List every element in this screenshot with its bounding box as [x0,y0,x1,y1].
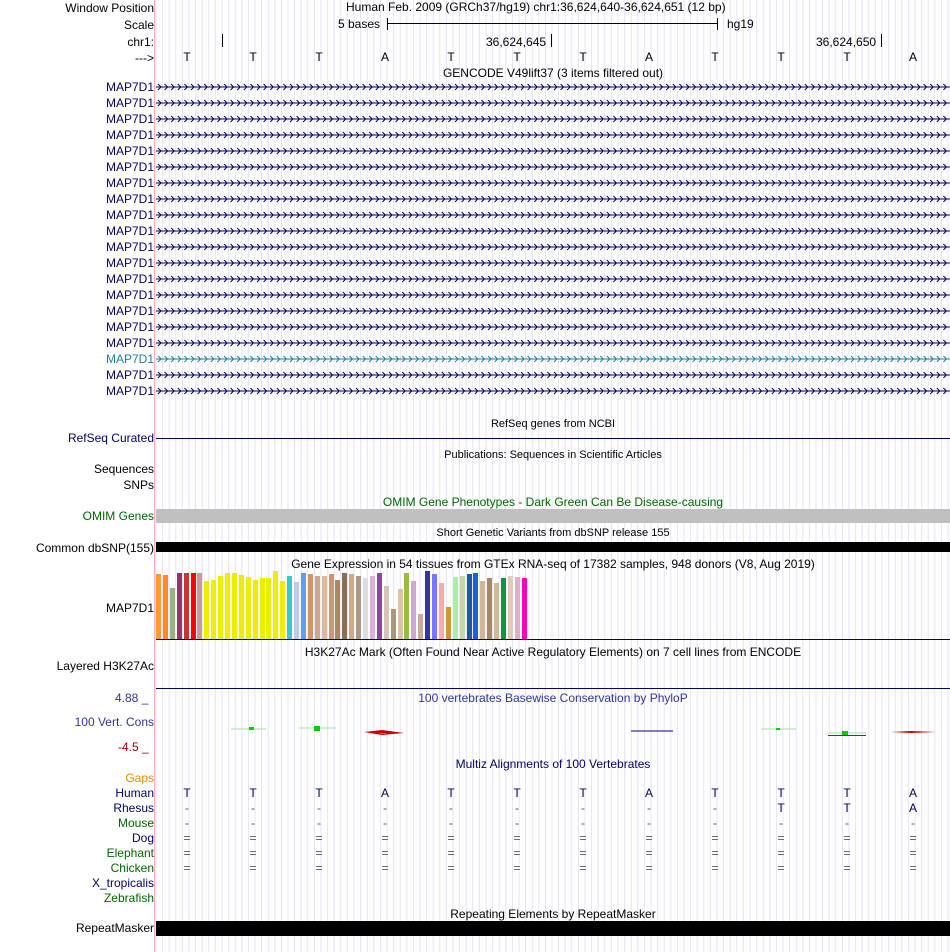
gencode-transcript-label[interactable]: MAP7D1 [105,80,154,94]
gtex-tissue-bar[interactable] [197,573,202,639]
base-letter: A [644,50,653,64]
gencode-transcript-label[interactable]: MAP7D1 [105,336,154,350]
gtex-tissue-bar[interactable] [287,576,292,639]
gtex-tissue-bar[interactable] [204,581,209,639]
gencode-transcript-label[interactable]: MAP7D1 [105,304,154,318]
multiz-base: - [383,801,387,815]
base-letter: T [183,50,191,64]
gtex-tissue-bar[interactable] [411,581,416,639]
gtex-tissue-bar[interactable] [425,571,430,639]
ruler-tick [222,34,223,47]
refseq-line[interactable] [156,438,950,439]
multiz-base: = [513,831,521,845]
gtex-tissue-bar[interactable] [501,578,506,639]
gencode-transcript-label[interactable]: MAP7D1 [105,144,154,158]
gencode-transcript-label[interactable]: MAP7D1 [105,96,154,110]
gtex-tissue-bar[interactable] [225,573,230,639]
base-letter: T [447,50,455,64]
gtex-tissue-bar[interactable] [522,578,527,639]
multiz-base: - [845,816,849,830]
gtex-tissue-bar[interactable] [398,589,403,639]
multiz-base: = [645,846,653,860]
multiz-base: = [777,831,785,845]
gencode-transcript-line[interactable] [156,211,950,219]
label-separator [154,0,155,952]
gtex-tissue-bar[interactable] [418,614,423,639]
gtex-track-title[interactable]: Gene Expression in 54 tissues from GTEx RNA-seq of 17382 samples, 948 donors (V8, Aug 2019) [291,557,815,571]
multiz-track-title[interactable]: Multiz Alignments of 100 Vertebrates [455,757,651,771]
gtex-tissue-bar[interactable] [342,573,347,639]
gtex-tissue-bar[interactable] [239,575,244,639]
h3k27ac-line [156,688,950,689]
gencode-transcript-label[interactable]: MAP7D1 [105,192,154,206]
multiz-base: - [713,801,717,815]
multiz-species-label[interactable]: Human [115,786,154,800]
base-letter: A [908,50,917,64]
multiz-base: = [315,846,323,860]
strand-label: ---> [135,51,154,65]
multiz-base: - [647,816,651,830]
gencode-transcript-line[interactable] [156,355,950,363]
gtex-tissue-bar[interactable] [473,573,478,639]
multiz-base: = [579,861,587,875]
multiz-base: = [909,846,917,860]
gtex-tissue-bar[interactable] [460,576,465,639]
multiz-base: = [777,861,785,875]
gencode-transcript-label[interactable]: MAP7D1 [105,176,154,190]
phylop-min-label: -4.5 _ [118,740,149,754]
window-position-label: Window Position [65,1,154,15]
gtex-tissue-bar[interactable] [329,574,334,639]
gencode-transcript-label[interactable]: MAP7D1 [105,368,154,382]
ruler-coord-1: 36,624,645 [486,35,547,49]
gtex-tissue-bar[interactable] [301,573,306,639]
gtex-tissue-bar[interactable] [439,583,444,639]
scale-bar [387,18,718,30]
multiz-base: - [383,816,387,830]
gencode-transcript-label[interactable]: MAP7D1 [105,320,154,334]
gtex-tissue-bar[interactable] [446,607,451,639]
gencode-transcript-line[interactable] [156,147,950,155]
multiz-base: T [447,786,455,800]
h3k27ac-track-label[interactable]: Layered H3K27Ac [56,659,154,673]
gencode-transcript-label[interactable]: MAP7D1 [105,272,154,286]
multiz-base: = [249,846,257,860]
multiz-base: A [908,801,917,815]
gencode-transcript-line[interactable] [156,275,950,283]
multiz-base: = [711,861,719,875]
multiz-base: = [249,861,257,875]
gencode-transcript-label[interactable]: MAP7D1 [105,384,154,398]
gtex-tissue-bar[interactable] [163,575,168,639]
gencode-transcript-line[interactable] [156,259,950,267]
publications-track-title[interactable]: Publications: Sequences in Scientific Articles [444,449,662,461]
multiz-base: - [251,801,255,815]
refseq-track-title[interactable]: RefSeq genes from NCBI [490,418,616,430]
gtex-track-label[interactable]: MAP7D1 [105,601,154,615]
gtex-tissue-bar[interactable] [315,576,320,639]
base-letter: T [843,50,851,64]
gtex-tissue-bar[interactable] [363,578,368,639]
gtex-tissue-bar[interactable] [508,576,513,639]
gtex-tissue-bar[interactable] [453,577,458,639]
gtex-tissue-bar[interactable] [391,609,396,639]
gencode-transcript-line[interactable] [156,323,950,331]
gtex-tissue-bar[interactable] [184,573,189,639]
gtex-tissue-bar[interactable] [370,576,375,639]
multiz-base: = [645,861,653,875]
multiz-base: = [711,831,719,845]
gtex-tissue-bar[interactable] [253,580,258,639]
multiz-species-label[interactable]: Zebrafish [103,891,154,905]
gtex-tissue-bar[interactable] [246,577,251,639]
multiz-base: = [711,846,719,860]
multiz-base: = [447,846,455,860]
gencode-transcript-line[interactable] [156,179,950,187]
multiz-base: T [777,801,785,815]
gtex-tissue-bar[interactable] [432,574,437,639]
gtex-tissue-bar[interactable] [349,574,354,639]
multiz-base: - [581,801,585,815]
multiz-base: T [513,786,521,800]
multiz-base: - [581,816,585,830]
multiz-base: = [579,831,587,845]
gtex-tissue-bar[interactable] [308,574,313,639]
base-letter: T [777,50,785,64]
multiz-base: T [579,786,587,800]
multiz-base: - [185,801,189,815]
multiz-base: = [381,846,389,860]
publications-snps-label[interactable]: SNPs [123,478,154,492]
base-letter: A [380,50,389,64]
scale-assembly: hg19 [727,17,754,31]
gtex-tissue-bar[interactable] [404,573,409,639]
omim-track-title[interactable]: OMIM Gene Phenotypes - Dark Green Can Be Disease-causing [382,495,724,509]
multiz-base: - [449,816,453,830]
gencode-transcript-label[interactable]: MAP7D1 [105,256,154,270]
gtex-tissue-bar[interactable] [494,583,499,639]
gencode-transcript-label[interactable]: MAP7D1 [105,224,154,238]
multiz-base: - [317,816,321,830]
gencode-transcript-line[interactable] [156,371,950,379]
gencode-transcript-line[interactable] [156,387,950,395]
gtex-tissue-bar[interactable] [177,573,182,639]
gencode-transcript-line[interactable] [156,195,950,203]
base-letter: T [513,50,521,64]
phylop-track-title[interactable]: 100 vertebrates Basewise Conservation by PhyloP [418,691,688,705]
multiz-base: = [183,861,191,875]
window-position-value: Human Feb. 2009 (GRCh37/hg19) chr1:36,624,640-36,624,651 (12 bp) [346,0,726,14]
multiz-species-label[interactable]: Dog [131,831,154,845]
multiz-base: = [513,846,521,860]
multiz-base: = [909,861,917,875]
phylop-track-label[interactable]: 100 Vert. Cons [74,715,154,729]
gtex-tissue-bar[interactable] [218,576,223,639]
gtex-tissue-bar[interactable] [487,578,492,639]
multiz-base: A [380,786,389,800]
multiz-base: = [183,831,191,845]
gencode-transcript-label[interactable]: MAP7D1 [105,352,154,366]
gencode-track-title[interactable]: GENCODE V49lift37 (3 items filtered out) [442,66,664,80]
omim-track-label[interactable]: OMIM Genes [82,509,154,523]
multiz-base: A [644,786,653,800]
ruler-tick [551,34,552,47]
base-letter: T [249,50,257,64]
ruler-coord-2: 36,624,650 [816,35,877,49]
multiz-base: - [449,801,453,815]
dbsnp-track-title[interactable]: Short Genetic Variants from dbSNP release 155 [436,527,670,539]
phylop-max-label: 4.88 _ [115,691,149,705]
scale-value: 5 bases [338,17,381,31]
dbsnp-track-label[interactable]: Common dbSNP(155) [35,541,154,555]
base-letter: T [315,50,323,64]
ruler-tick [881,34,882,47]
gencode-transcript-label[interactable]: MAP7D1 [105,160,154,174]
base-letter: T [579,50,587,64]
multiz-base: T [777,786,785,800]
gencode-transcript-line[interactable] [156,227,950,235]
gencode-transcript-line[interactable] [156,83,950,91]
multiz-base: - [515,816,519,830]
gtex-tissue-bar[interactable] [170,588,175,639]
multiz-base: T [249,786,257,800]
multiz-base: = [381,831,389,845]
dbsnp-bar[interactable] [156,542,950,552]
gencode-transcript-line[interactable] [156,339,950,347]
gencode-transcript-label[interactable]: MAP7D1 [105,208,154,222]
base-letter: T [711,50,719,64]
gtex-tissue-bar[interactable] [211,580,216,639]
multiz-species-label[interactable]: Elephant [106,846,154,860]
gencode-transcript-line[interactable] [156,99,950,107]
gencode-transcript-label[interactable]: MAP7D1 [105,288,154,302]
gtex-tissue-bar[interactable] [266,578,271,639]
multiz-species-label[interactable]: Chicken [110,861,154,875]
gtex-baseline [156,639,950,640]
multiz-base: = [447,831,455,845]
gtex-tissue-bar[interactable] [156,574,161,639]
multiz-base: A [908,786,917,800]
multiz-base: T [711,786,719,800]
gencode-transcript-line[interactable] [156,307,950,315]
gencode-transcript-line[interactable] [156,163,950,171]
multiz-base: T [183,786,191,800]
gencode-transcript-line[interactable] [156,131,950,139]
gencode-transcript-label[interactable]: MAP7D1 [105,112,154,126]
multiz-base: = [315,831,323,845]
multiz-species-label[interactable]: Rhesus [113,801,154,815]
multiz-base: = [315,861,323,875]
multiz-gaps-label[interactable]: Gaps [125,771,154,785]
omim-bar[interactable] [156,509,950,523]
gtex-tissue-bar[interactable] [280,581,285,639]
multiz-base: = [579,846,587,860]
gencode-transcript-line[interactable] [156,291,950,299]
publications-sequences-label[interactable]: Sequences [93,462,154,476]
gtex-tissue-bar[interactable] [356,576,361,639]
multiz-base: T [315,786,323,800]
scale-label: Scale [123,18,154,32]
multiz-base: - [911,816,915,830]
gtex-tissue-bar[interactable] [515,577,520,639]
multiz-base: = [843,861,851,875]
multiz-base: = [909,831,917,845]
multiz-base: - [779,816,783,830]
multiz-species-label[interactable]: X_tropicalis [91,876,154,890]
multiz-base: - [185,816,189,830]
gtex-tissue-bar[interactable] [467,574,472,639]
phylop-signal[interactable] [156,720,950,740]
gencode-transcript-line[interactable] [156,115,950,123]
multiz-base: = [777,846,785,860]
multiz-base: = [513,861,521,875]
repeatmasker-bar[interactable] [156,921,950,936]
multiz-base: - [251,816,255,830]
gencode-transcript-line[interactable] [156,243,950,251]
multiz-base: - [515,801,519,815]
gtex-tissue-bar[interactable] [260,578,265,639]
multiz-base: - [713,816,717,830]
multiz-base: - [317,801,321,815]
multiz-base: = [843,831,851,845]
multiz-base: T [843,786,851,800]
gtex-tissue-bar[interactable] [232,573,237,639]
multiz-base: = [381,861,389,875]
gencode-transcript-label[interactable]: MAP7D1 [105,240,154,254]
multiz-base: = [843,846,851,860]
gtex-tissue-bar[interactable] [384,586,389,639]
refseq-track-label[interactable]: RefSeq Curated [67,431,154,445]
multiz-species-label[interactable]: Mouse [117,816,154,830]
base-grid [155,0,950,952]
gencode-transcript-label[interactable]: MAP7D1 [105,128,154,142]
repeatmasker-track-title[interactable]: Repeating Elements by RepeatMasker [450,907,656,921]
gtex-tissue-bar[interactable] [480,581,485,639]
multiz-base: T [843,801,851,815]
multiz-base: = [447,861,455,875]
chrom-label: chr1: [127,35,154,49]
multiz-base: = [249,831,257,845]
multiz-base: = [645,831,653,845]
gtex-tissue-bar[interactable] [377,573,382,639]
gtex-tissue-bar[interactable] [273,571,278,639]
gtex-tissue-bar[interactable] [191,573,196,639]
gtex-tissue-bar[interactable] [335,580,340,639]
multiz-base: - [647,801,651,815]
repeatmasker-track-label[interactable]: RepeatMasker [75,921,154,935]
gtex-tissue-bar[interactable] [294,582,299,639]
gtex-tissue-bar[interactable] [322,576,327,639]
multiz-base: = [183,846,191,860]
h3k27ac-track-title[interactable]: H3K27Ac Mark (Often Found Near Active Regulatory Elements) on 7 cell lines from ENCODE [304,645,802,659]
